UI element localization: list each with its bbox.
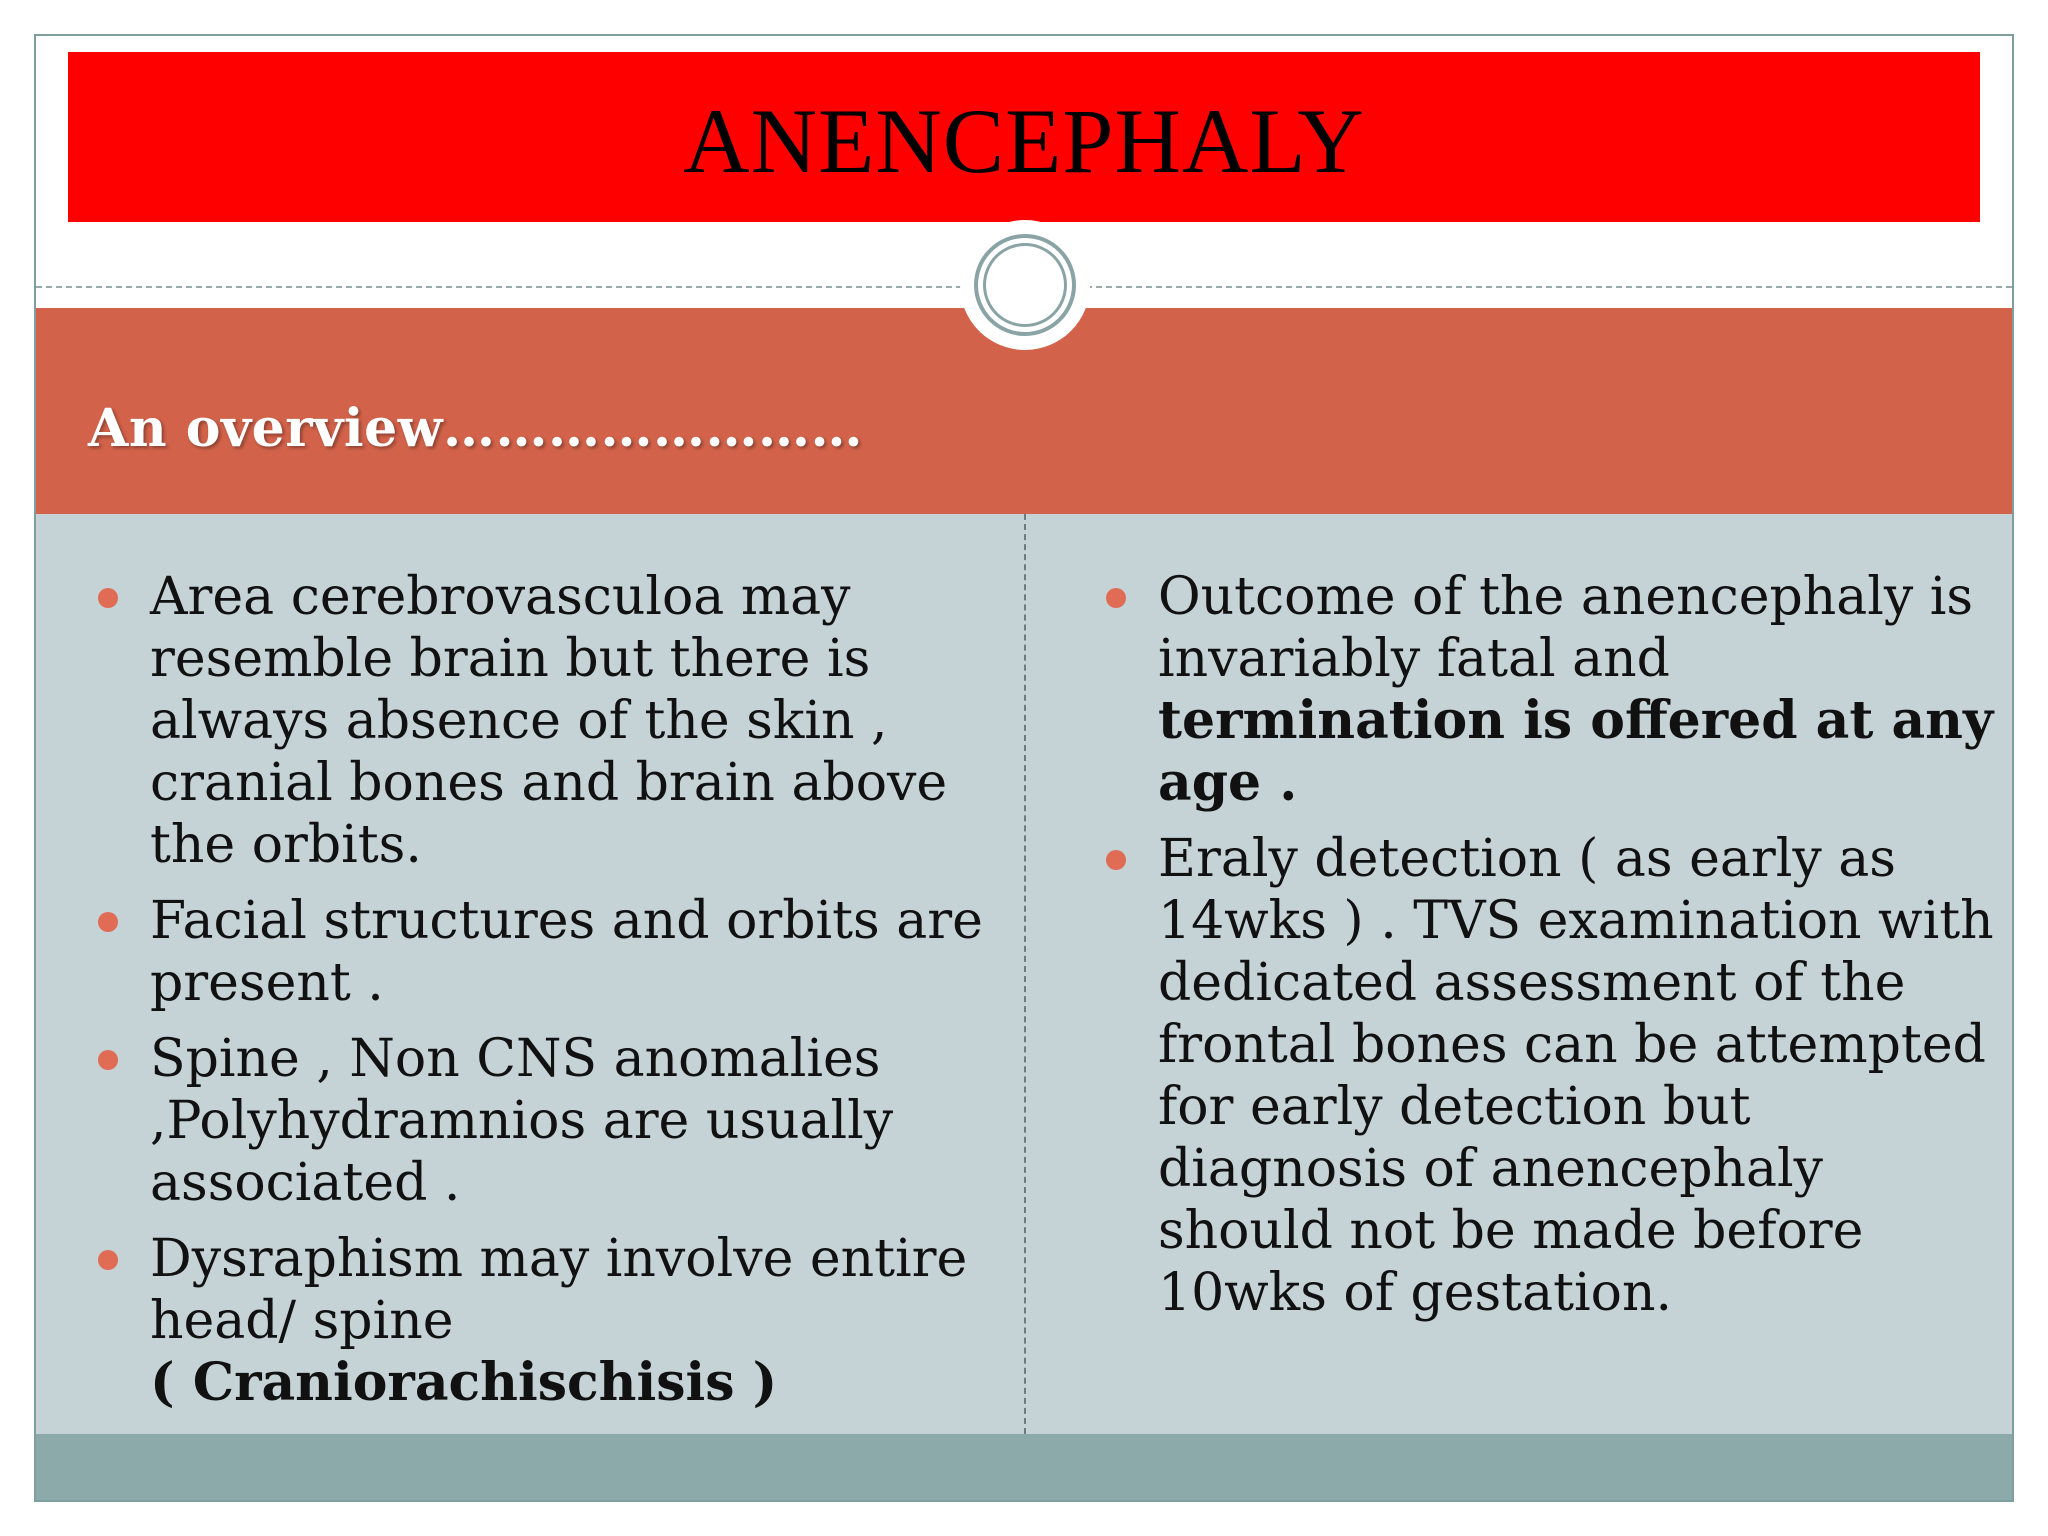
title-bar [68,52,1980,222]
bullet-dot-icon [1106,588,1126,608]
slide-title: ANENCEPHALY [683,90,1365,192]
content-area [36,514,2012,1434]
slide-subtitle: An overview…………………… [88,398,863,459]
slide-frame [34,34,2014,1502]
left-bullet-item [92,566,1012,876]
right-bullet-item [1100,828,2000,1324]
bullet-dot-icon [98,912,118,932]
footer-bar [36,1434,2012,1502]
bullet-text: Eraly detection ( as early as 14wks ) . TVS examination with dedicated assessment of the frontal bones can be attempted for early detection but diagnosis of anencephaly should not be made before 10wks of gestation. [1158,829,1994,1323]
ring-outer [974,234,1076,336]
circle-ornament-icon [960,220,1090,350]
bullet-dot-icon [1106,850,1126,870]
bullet-text: Outcome of the anencephaly is invariably fatal and [1158,567,1974,689]
bullet-dot-icon [98,1250,118,1270]
left-bullet-item [92,1028,1012,1214]
left-bullet-item [92,890,1012,1014]
right-column [1100,566,2000,1338]
bullet-bold-text: termination is offered at any age . [1158,690,1994,813]
bullet-dot-icon [98,588,118,608]
right-bullet-list [1100,566,2000,1324]
bullet-bold-text: ( Craniorachischisis ) [150,1352,778,1413]
right-bullet-item [1100,566,2000,814]
bullet-text: Dysraphism may involve entire head/ spine [150,1229,968,1351]
left-bullet-item [92,1228,1012,1414]
bullet-dot-icon [98,1050,118,1070]
bullet-text: Area cerebrovasculoa may resemble brain but there is always absence of the skin , cranial bones and brain above the orbits. [150,567,948,875]
left-bullet-list [92,566,1012,1414]
left-column [92,566,1012,1428]
column-divider [1024,514,1026,1434]
bullet-text: Spine , Non CNS anomalies ,Polyhydramnios are usually associated . [150,1029,894,1213]
bullet-text: Facial structures and orbits are present . [150,891,983,1013]
ring-inner [983,243,1067,327]
